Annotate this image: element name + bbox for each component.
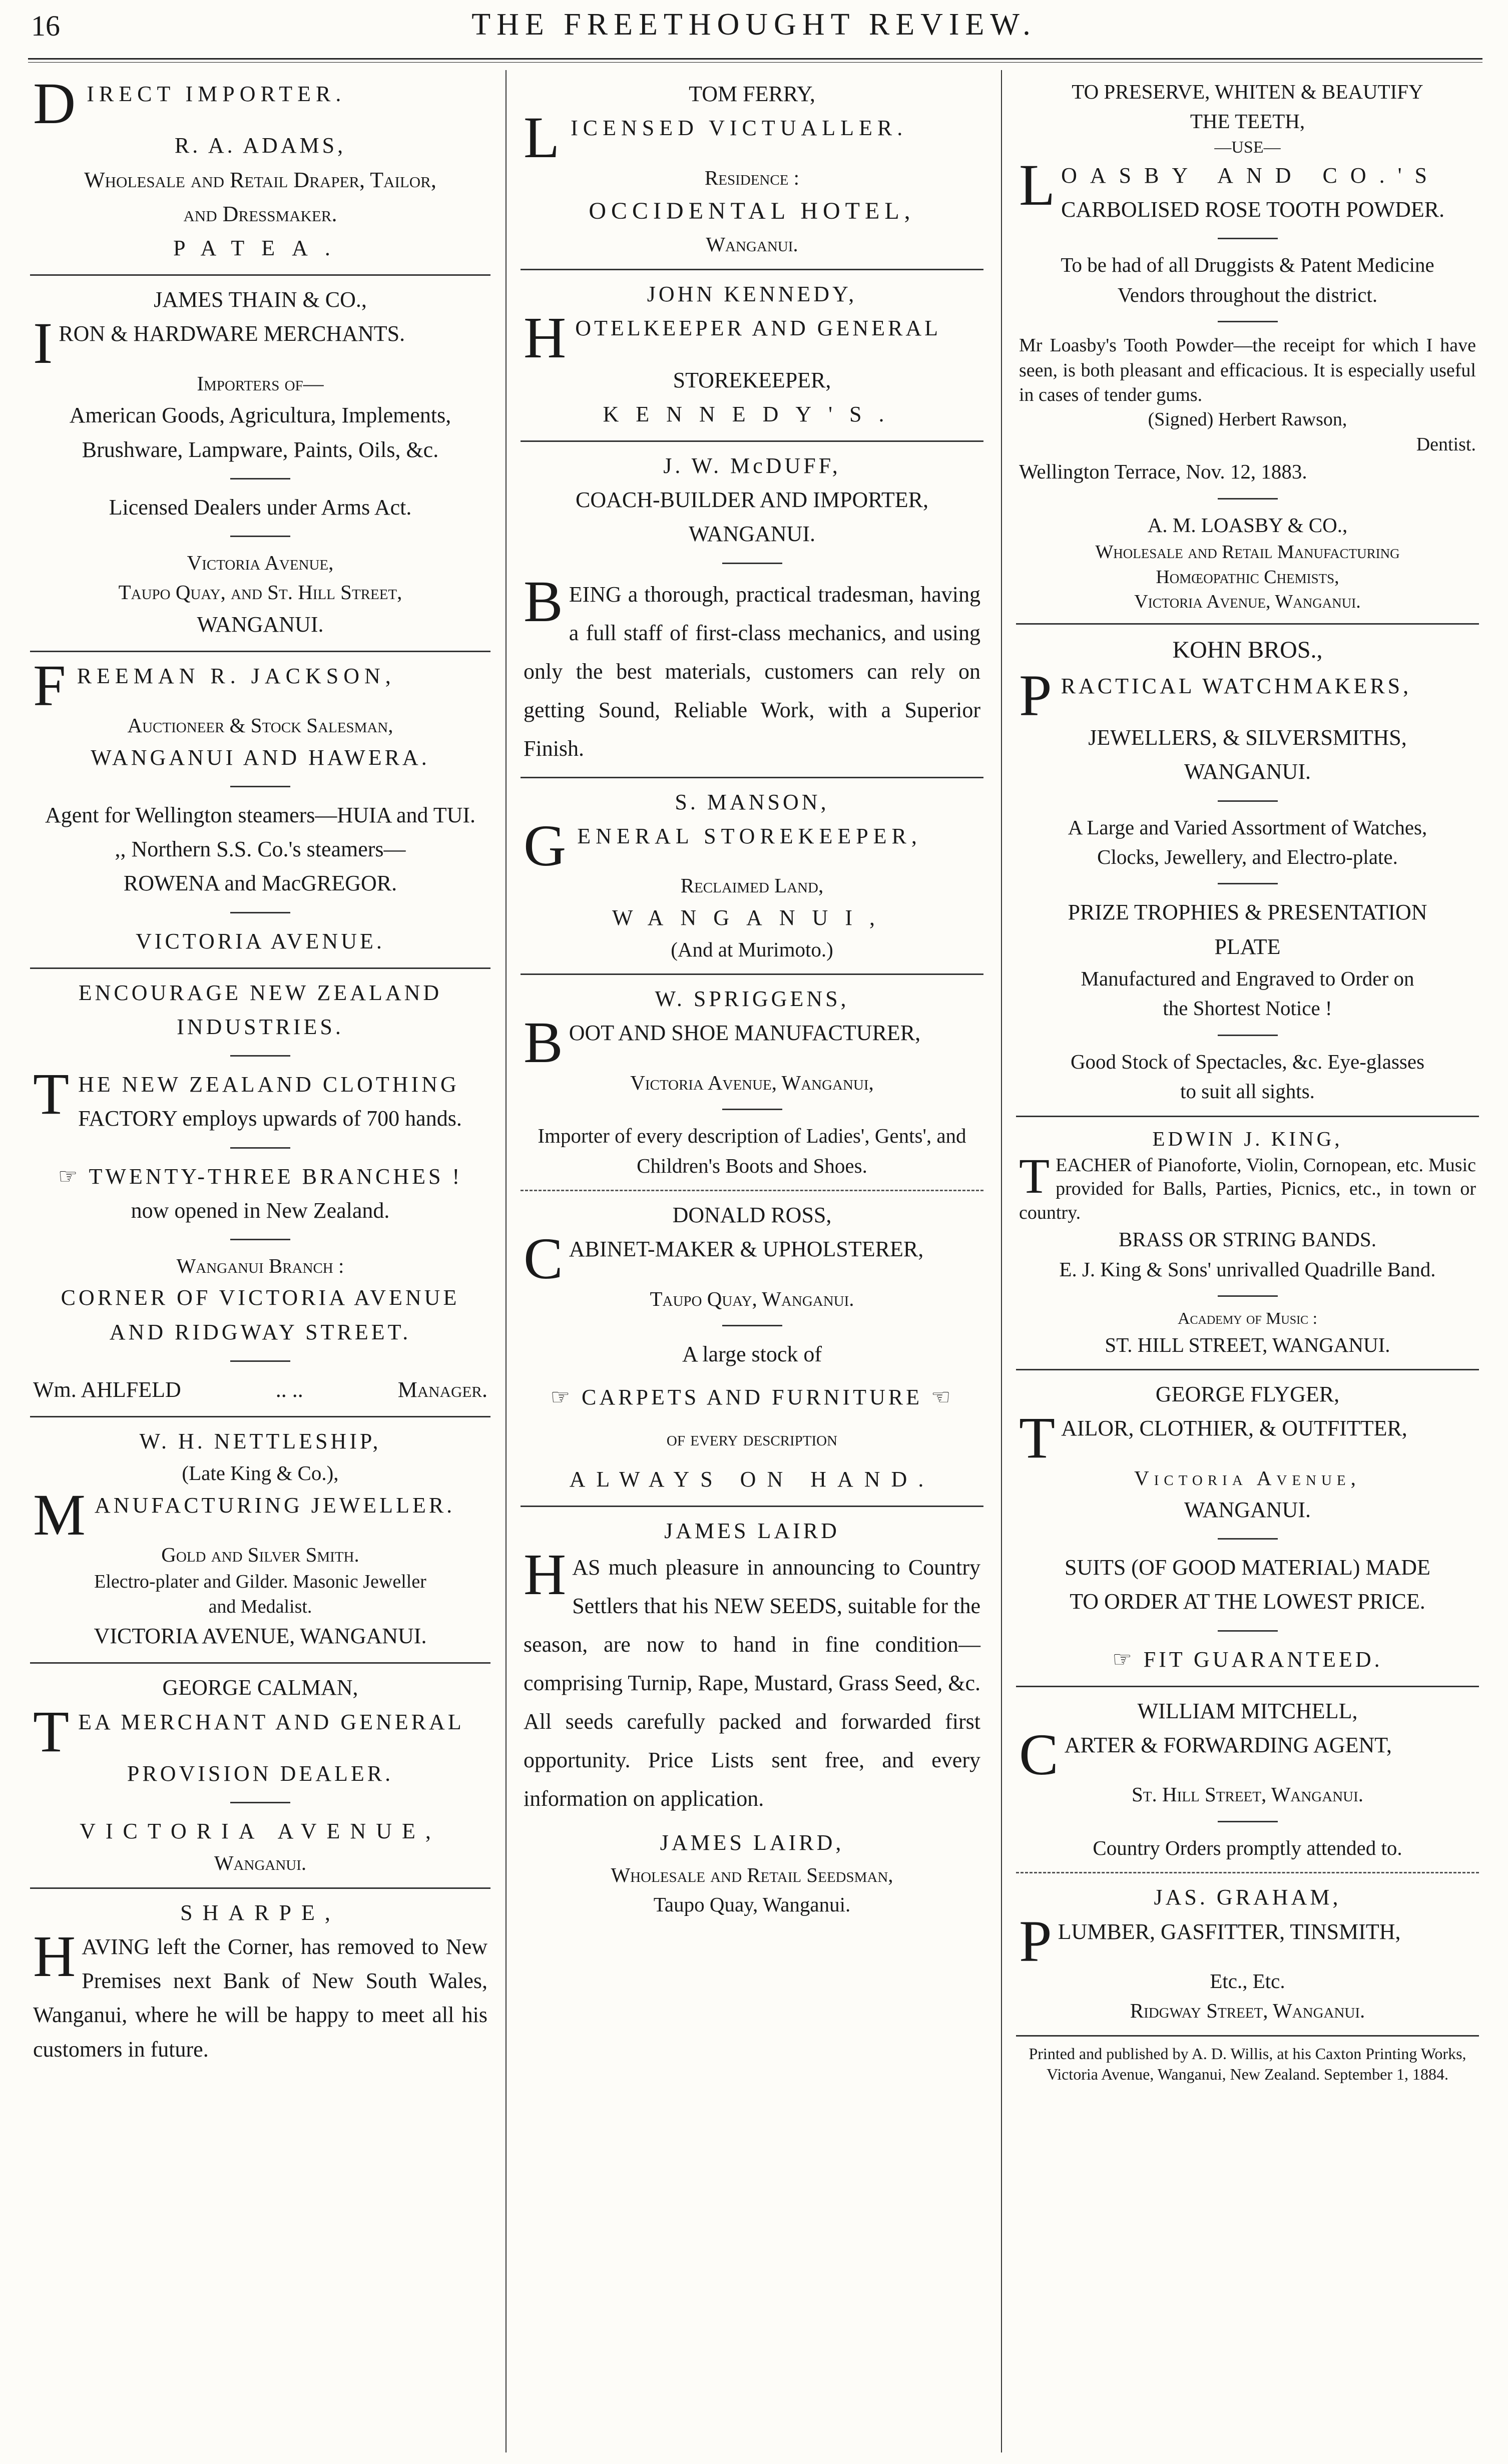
ad-thain: JAMES THAIN & CO., IRON & HARDWARE MERCHANTS. Importers of— American Goods, Agricultura, Implements, Brushware, Lampware, Paints, Oils, &c. Licensed Dealers under Arms Act. Victoria Avenue, Taupo Quay, and St. Hill Street, WANGANUI.: [30, 276, 490, 652]
short-rule: [230, 478, 290, 479]
short-rule: [1218, 1295, 1278, 1297]
ad-king: EDWIN J. KING, TEACHER of Pianoforte, Violin, Cornopean, etc. Music provided for Balls, Parties, Picnics, etc., in town or country. BRASS OR STRING BANDS. E. J. King & Sons' unrivalled Quadrille Band. Academy of Music : ST. HILL STREET, WANGANUI.: [1016, 1117, 1479, 1370]
column-3: [1016, 70, 1479, 2447]
drop-cap: T: [33, 1061, 73, 1127]
drop-cap: B: [524, 568, 563, 634]
short-rule: [230, 786, 290, 787]
column-2: [521, 70, 983, 2447]
ad-mcduff: J. W. McDUFF, COACH-BUILDER AND IMPORTER, WANGANUI. BEING a thorough, practical tradesman, having a full staff of first-class mechanics, and using only the best materials, customers can rely on getting Sound, Reliable Work, with a Superior Finish.: [521, 442, 983, 778]
ad-ross: DONALD ROSS, CABINET-MAKER & UPHOLSTERER, Taupo Quay, Wanganui. A large stock of ☞ CARPETS AND FURNITURE ☜ of every description ALWAYS ON HAND.: [521, 1191, 983, 1507]
short-rule: [230, 1147, 290, 1149]
short-rule: [1218, 498, 1278, 500]
short-rule: [1218, 1035, 1278, 1036]
short-rule: [1218, 1538, 1278, 1540]
drop-cap: T: [33, 1698, 73, 1764]
drop-cap: F: [33, 652, 71, 718]
short-rule: [230, 912, 290, 913]
short-rule: [230, 1802, 290, 1803]
ad-heading: DIRECT IMPORTER.: [33, 71, 346, 136]
drop-cap: L: [524, 105, 565, 171]
ad-place: PATEA.: [173, 236, 347, 261]
short-rule: [1218, 883, 1278, 884]
short-rule: [722, 1109, 782, 1110]
ad-kohn: KOHN BROS., PRACTICAL WATCHMAKERS, JEWELLERS, & SILVERSMITHS, WANGANUI. A Large and Varied Assortment of Watches, Clocks, Jewellery, and Electro-plate. PRIZE TROPHIES & PRESENTATION PLATE Manufactured and Engraved to Order on the Shortest Notice ! Good Stock of Spectacles, &c. Eye-glasses to suit all sights.: [1016, 625, 1479, 1117]
ad-mitchell: WILLIAM MITCHELL, CARTER & FORWARDING AGENT, St. Hill Street, Wanganui. Country Orders promptly attended to.: [1016, 1687, 1479, 1874]
drop-cap: H: [524, 1542, 567, 1608]
ad-laird: JAMES LAIRD HAS much pleasure in announcing to Country Settlers that his NEW SEEDS, suitable for the season, are now to hand in fine condition—comprising Turnip, Rape, Mustard, Grass Seed, &c. All seeds carefully packed and forwarded first opportunity. Price Lists sent free, and every information on application. JAMES LAIRD, Wholesale and Retail Seedsman, Taupo Quay, Wanganui.: [524, 1519, 980, 1916]
page-number: 16: [31, 10, 60, 42]
manager-line: Wm. AHLFELD .. .. Manager.: [33, 1377, 487, 1402]
drop-cap: G: [524, 812, 572, 878]
ad-calman: GEORGE CALMAN, TEA MERCHANT AND GENERAL PROVISION DEALER. VICTORIA AVENUE, Wanganui.: [30, 1664, 490, 1888]
ad-clothing-factory: ENCOURAGE NEW ZEALAND INDUSTRIES. THE NEW ZEALAND CLOTHING FACTORY employs upwards of 700 hands. ☞ TWENTY-THREE BRANCHES ! now opened in New Zealand. Wanganui Branch : CORNER OF VICTORIA AVENUE AND RIDGWAY STREET. Wm. AHLFELD .. .. Manager.: [30, 969, 490, 1417]
short-rule: [1218, 238, 1278, 239]
ad-ferry: TOM FERRY, LICENSED VICTUALLER. Residence : OCCIDENTAL HOTEL, Wanganui.: [521, 70, 983, 270]
ad-manson: S. MANSON, GENERAL STOREKEEPER, Reclaimed Land, WANGANUI, (And at Murimoto.): [521, 778, 983, 975]
short-rule: [722, 1325, 782, 1326]
drop-cap: B: [524, 1010, 563, 1076]
drop-cap: H: [33, 1923, 76, 1990]
drop-cap: I: [33, 310, 53, 376]
drop-cap: D: [33, 71, 81, 136]
drop-cap: L: [1019, 152, 1056, 218]
ad-adams: DIRECT IMPORTER. R. A. ADAMS, Wholesale and Retail Draper, Tailor, and Dressmaker. PATEA.: [30, 70, 490, 276]
short-rule: [1218, 1821, 1278, 1822]
ad-name: JAMES THAIN & CO.,: [154, 287, 367, 312]
drop-cap: M: [33, 1482, 89, 1548]
drop-cap: C: [524, 1226, 563, 1292]
printer-imprint: Printed and published by A. D. Willis, at his Caxton Printing Works, Victoria Avenue, Wanganui, New Zealand. September 1, 1884.: [1029, 2044, 1466, 2084]
column-rule: [1001, 70, 1002, 2452]
short-rule: [1218, 321, 1278, 322]
short-rule: [230, 1055, 290, 1057]
ad-jackson: FREEMAN R. JACKSON, Auctioneer & Stock Salesman, WANGANUI AND HAWERA. Agent for Wellington steamers—HUIA and TUI. ,, Northern S.S. Co.'s steamers— ROWENA and MacGREGOR. VICTORIA AVENUE.: [30, 652, 490, 969]
drop-cap: C: [1019, 1722, 1059, 1788]
ad-kennedy: JOHN KENNEDY, HOTELKEEPER AND GENERAL STOREKEEPER, KENNEDY'S.: [521, 270, 983, 442]
short-rule: [230, 1360, 290, 1362]
short-rule: [1218, 800, 1278, 802]
newspaper-title: THE FREETHOUGHT REVIEW.: [471, 8, 1037, 42]
short-rule: [230, 1239, 290, 1240]
drop-cap: T: [1019, 1405, 1056, 1471]
column-1: [30, 70, 490, 2447]
ad-spriggens: W. SPRIGGENS, BOOT AND SHOE MANUFACTURER, Victoria Avenue, Wanganui, Importer of every description of Ladies', Gents', and Children's Boots and Shoes.: [521, 975, 983, 1191]
ad-graham: JAS. GRAHAM, PLUMBER, GASFITTER, TINSMITH, Etc., Etc. Ridgway Street, Wanganui.: [1016, 1873, 1479, 2037]
drop-cap: H: [524, 305, 570, 371]
ad-name: R. A. ADAMS,: [174, 133, 346, 158]
ad-loasby: TO PRESERVE, WHITEN & BEAUTIFY THE TEETH, —USE— LOASBY AND CO.'S CARBOLISED ROSE TOOTH POWDER. To be had of all Druggists & Patent Medicine Vendors throughout the district. Mr Loasby's Tooth Powder—the receipt for which I have seen, is both pleasant and efficacious. It is especially useful in cases of tender gums. (Signed) Herbert Rawson, Dentist. Wellington Terrace, Nov. 12, 1883. A. M. LOASBY & CO., Wholesale and Retail Manufacturing Homœopathic Chemists, Victoria Avenue, Wanganui.: [1016, 70, 1479, 625]
header-rule: [28, 58, 1482, 63]
drop-cap: P: [1019, 662, 1055, 728]
short-rule: [722, 563, 782, 564]
ad-sharpe: SHARPE, HAVING left the Corner, has removed to New Premises next Bank of New South Wales, Wanganui, where he will be happy to meet all his customers in future.: [33, 1900, 487, 2062]
ad-nettleship: W. H. NETTLESHIP, (Late King & Co.), MANUFACTURING JEWELLER. Gold and Silver Smith. Electro-plater and Gilder. Masonic Jeweller and Medalist. VICTORIA AVENUE, WANGANUI.: [30, 1417, 490, 1664]
drop-cap: T: [1019, 1148, 1050, 1204]
column-rule: [506, 70, 507, 2452]
short-rule: [230, 536, 290, 537]
short-rule: [1218, 1630, 1278, 1632]
ad-flyger: GEORGE FLYGER, TAILOR, CLOTHIER, & OUTFITTER, Victoria Avenue, WANGANUI. SUITS (OF GOOD MATERIAL) MADE TO ORDER AT THE LOWEST PRICE. ☞ FIT GUARANTEED.: [1016, 1370, 1479, 1687]
drop-cap: P: [1019, 1908, 1052, 1974]
